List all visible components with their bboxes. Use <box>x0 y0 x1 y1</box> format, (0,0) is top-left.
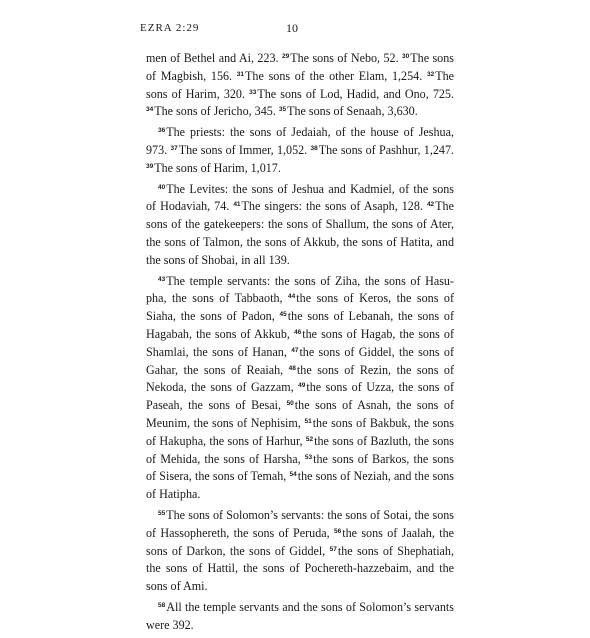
verse-number: 52 <box>305 435 314 443</box>
verse-number: 48 <box>288 364 296 372</box>
verse-text: the sons of Neziah, and the sons of Hatipha. <box>146 469 454 502</box>
verse-number: 43 <box>158 275 166 283</box>
verse-text: The sons of Harim, 320. <box>146 68 454 101</box>
verse-number: 38 <box>310 144 318 152</box>
verse-text: The sons of the gatekeepers: the sons of Shallum, the sons of Ater, the sons of Talmon, the sons of Akkub, the sons of Hatita, and the sons of Shobai, in all 139. <box>146 199 454 267</box>
verse-text: the sons of Bazluth, the sons of Mehida, the sons of Harsha, <box>146 433 454 466</box>
verse-text: The priests: the sons of Jedaiah, of the house of Jeshua, 973. <box>146 125 454 157</box>
verse-number: 31 <box>236 70 245 78</box>
paragraph <box>146 50 454 121</box>
paragraph <box>146 273 454 504</box>
verse-text: The sons of Solomon’s servants: the sons of Sotai, the sons of Hassophereth, the sons of Peruda, <box>146 507 454 540</box>
verse-text: the sons of Rezin, the sons of Nekoda, the sons of Gazzam, <box>146 362 454 395</box>
verse-number: 46 <box>294 328 302 336</box>
verse-number: 51 <box>304 417 312 425</box>
verse-number: 57 <box>329 545 337 553</box>
verse-text: The singers: the sons of Asaph, 128. <box>241 199 427 214</box>
verse-number: 33 <box>249 88 257 96</box>
paragraph <box>146 124 454 177</box>
verse-number: 34 <box>146 106 154 114</box>
verse-text: the sons of Keros, the sons of Siaha, the sons of Padon, <box>146 291 454 324</box>
paragraph <box>146 181 454 270</box>
verse-text: the sons of Giddel, the sons of Gahar, the sons of Reaiah, <box>146 344 455 377</box>
verse-number: 55 <box>158 509 166 517</box>
verse-text: men of Bethel and Ai, 223. <box>146 51 283 65</box>
verse-text: The sons of Nebo, 52. <box>290 51 403 65</box>
verse-number: 54 <box>289 471 297 479</box>
verse-text: All the temple servants and the sons of Solomon’s servants were 392. <box>146 599 454 632</box>
verse-text: The sons of Pashhur, 1,247. <box>318 142 455 157</box>
verse-text: The sons of Lod, Hadid, and Ono, 725. <box>257 86 455 101</box>
verse-text: The sons of Harim, 1,017. <box>154 160 281 175</box>
verse-text: the sons of Asnah, the sons of Meunim, the sons of Nephisim, <box>146 398 454 430</box>
verse-number: 47 <box>291 346 299 354</box>
paragraph <box>146 599 454 635</box>
verse-number: 56 <box>333 527 342 535</box>
verse-text: The sons of the other Elam, 1,254. <box>245 68 427 83</box>
verse-number: 49 <box>298 382 306 390</box>
verse-number: 32 <box>426 70 435 78</box>
verse-number: 44 <box>288 293 296 301</box>
verse-text: The sons of Magbish, 156. <box>146 51 454 83</box>
verse-number: 53 <box>304 453 313 461</box>
verse-number: 45 <box>279 311 287 319</box>
verse-text: the sons of Hagab, the sons of Shamlai, the sons of Hanan, <box>146 326 454 359</box>
verse-number: 30 <box>402 53 410 60</box>
verse-number: 58 <box>158 601 166 609</box>
verse-text: the sons of Shephatiah, the sons of Hattil, the sons of Pochereth-hazzebaim, and the sons of Ami. <box>146 543 455 594</box>
page-number: 10 <box>286 21 298 35</box>
verse-text: the sons of Jaalah, the sons of Darkon, the sons of Giddel, <box>146 525 454 558</box>
verse-text: The Levites: the sons of Jeshua and Kadmiel, of the sons of Hodaviah, 74. <box>146 181 454 214</box>
verse-text: The sons of Jericho, 345. <box>154 104 279 119</box>
verse-number: 50 <box>286 400 294 408</box>
verse-number: 29 <box>282 53 290 60</box>
verse-number: 35 <box>278 106 287 114</box>
verse-text: the sons of Lebanah, the sons of Hagabah, the sons of Akkub, <box>146 309 454 341</box>
verse-text: The temple servants: the sons of Ziha, the sons of Hasupha, the sons of Tabbaoth, <box>146 273 454 306</box>
verse-number: 36 <box>158 127 166 135</box>
verse-number: 39 <box>146 162 154 170</box>
page-header <box>140 18 460 38</box>
running-head-reference: EZRA 2:29 <box>140 22 200 34</box>
verse-text: The sons of Immer, 1,052. <box>178 142 311 157</box>
verse-number: 42 <box>426 201 435 209</box>
verse-text: The sons of Senaah, 3,630. <box>287 104 418 119</box>
verse-text: the sons of Uzza, the sons of Paseah, the sons of Besai, <box>146 380 454 413</box>
verse-number: 40 <box>158 183 166 191</box>
scripture-text-block <box>146 50 454 638</box>
verse-text: the sons of Bakbuk, the sons of Hakupha, the sons of Harhur, <box>146 415 455 448</box>
paragraph <box>146 507 454 596</box>
verse-number: 41 <box>233 201 241 209</box>
verse-number: 37 <box>170 144 178 152</box>
verse-text: the sons of Barkos, the sons of Sisera, the sons of Temah, <box>146 451 454 484</box>
